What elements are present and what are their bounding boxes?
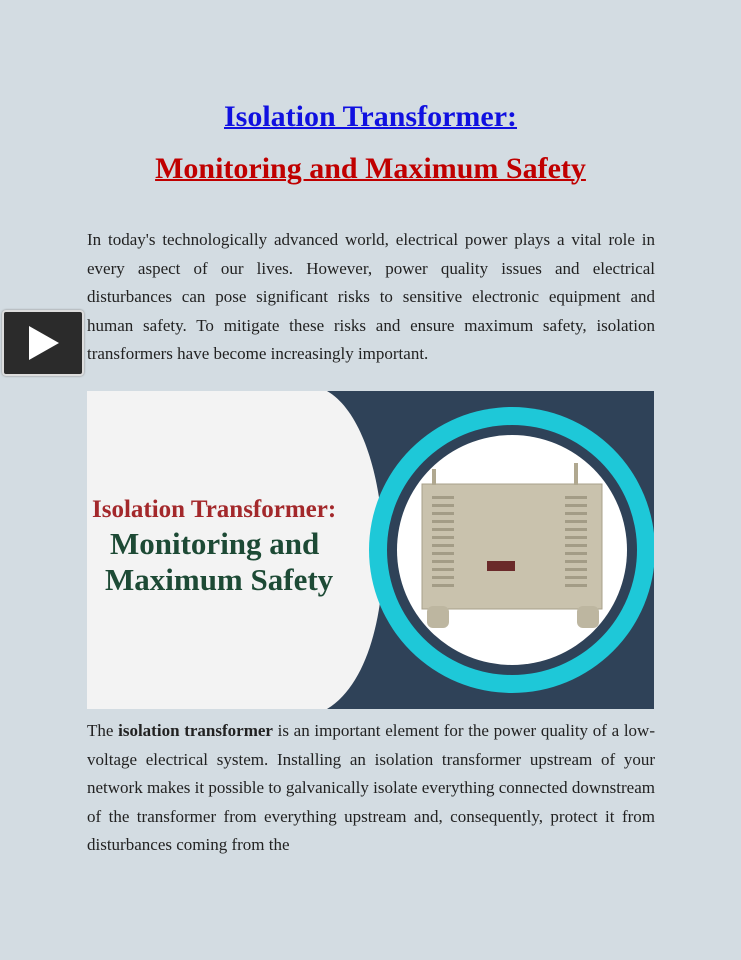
vent-slot — [432, 512, 454, 515]
vent-slot — [432, 496, 454, 499]
body-paragraph — [87, 717, 655, 860]
title-line-2: Monitoring and Maximum Safety — [155, 152, 586, 185]
vent-slot — [432, 544, 454, 547]
vent-slot — [432, 584, 454, 587]
banner-line-1: Isolation Transformer: — [92, 496, 337, 523]
vent-slot — [565, 528, 587, 531]
intro-paragraph: In today's technologically advanced world, electrical power plays a vital role in every aspect of our lives. However, power quality issues and electrical disturbances can pose significant risks to sensitive electronic equipment and human safety. To mitigate these risks and ensure maximum safety, isolation transformers have become increasingly important. — [87, 230, 655, 364]
text: is an important element for the power quality of a low-voltage electrical system. Installing an isolation transformer upstream of your network makes it possible to galvanically isolate everything connected downstream of the transformer from everything upstream and, consequently, protect it from disturbances coming from the — [87, 721, 655, 855]
play-button[interactable] — [2, 310, 84, 376]
play-icon — [29, 326, 59, 360]
vent-slot — [432, 552, 454, 555]
vent-slot — [565, 504, 587, 507]
title-line-1: Isolation Transformer: — [223, 100, 518, 133]
vent-slot — [432, 568, 454, 571]
vent-slot — [432, 528, 454, 531]
vent-slot — [432, 576, 454, 579]
bold-term: isolation transformer — [118, 721, 273, 740]
vent-slot — [565, 560, 587, 563]
vent-slot — [565, 584, 587, 587]
vent-slot — [432, 560, 454, 563]
vent-slot — [565, 552, 587, 555]
vent-slot — [565, 520, 587, 523]
vent-slot — [565, 496, 587, 499]
banner-line-3: Maximum Safety — [105, 562, 334, 597]
vent-slot — [432, 536, 454, 539]
vent-slot — [565, 576, 587, 579]
vent-slot — [565, 536, 587, 539]
banner-line-2: Monitoring and — [110, 526, 320, 561]
vent-slot — [565, 512, 587, 515]
vent-slot — [565, 544, 587, 547]
vent-slot — [432, 520, 454, 523]
vent-slot — [565, 568, 587, 571]
vent-slot — [432, 504, 454, 507]
banner-image — [87, 391, 654, 709]
text: The — [87, 721, 119, 740]
